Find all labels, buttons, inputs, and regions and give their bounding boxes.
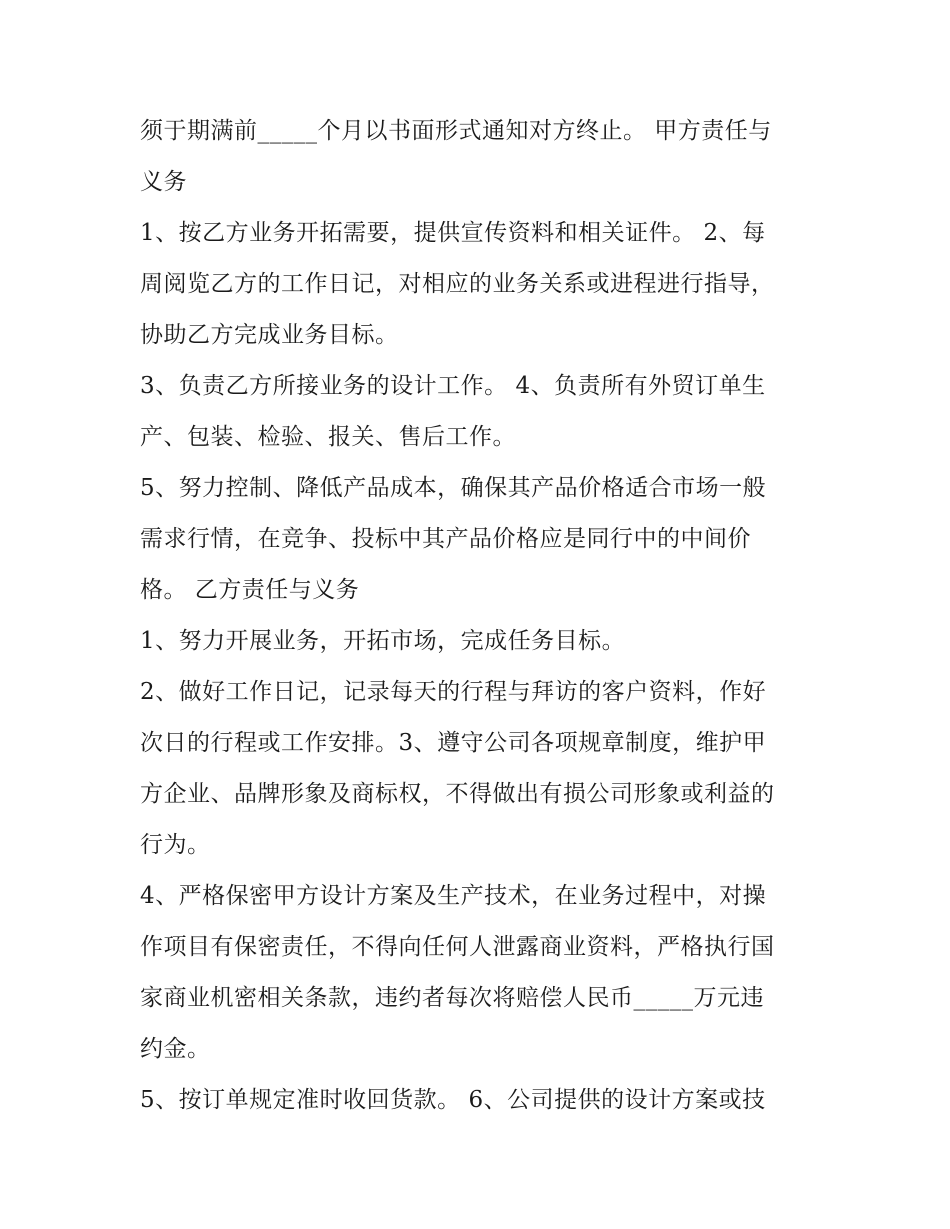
text-line: 家商业机密相关条款，违约者每次将赔偿人民币_____万元违	[140, 985, 764, 1011]
text-line: 次日的行程或工作安排。3、遵守公司各项规章制度，维护甲	[140, 730, 767, 756]
text-line: 作项目有保密责任，不得向任何人泄露商业资料，严格执行国	[140, 934, 775, 960]
text-line: 格。 乙方责任与义务	[140, 577, 360, 603]
text-line: 须于期满前_____个月以书面形式通知对方终止。 甲方责任与	[140, 118, 772, 144]
text-line: 1、按乙方业务开拓需要，提供宣传资料和相关证件。 2、每	[140, 220, 766, 246]
text-line: 义务	[140, 169, 187, 195]
text-line: 1、努力开展业务，开拓市场，完成任务目标。	[140, 628, 626, 654]
text-line: 5、努力控制、降低产品成本，确保其产品价格适合市场一般	[140, 475, 767, 501]
text-line: 需求行情，在竞争、投标中其产品价格应是同行中的中间价	[140, 526, 751, 552]
text-line: 4、严格保密甲方设计方案及生产技术，在业务过程中，对操	[140, 883, 767, 909]
text-line: 2、做好工作日记，记录每天的行程与拜访的客户资料，作好	[140, 679, 767, 705]
text-line: 约金。	[140, 1036, 211, 1062]
text-line: 协助乙方完成业务目标。	[140, 322, 399, 348]
text-line: 5、按订单规定准时收回货款。 6、公司提供的设计方案或技	[140, 1087, 766, 1113]
text-line: 产、包装、检验、报关、售后工作。	[140, 424, 516, 450]
text-line: 周阅览乙方的工作日记，对相应的业务关系或进程进行指导，	[140, 271, 775, 297]
text-line: 3、负责乙方所接业务的设计工作。 4、负责所有外贸订单生	[140, 373, 766, 399]
text-line: 行为。	[140, 832, 211, 858]
text-line: 方企业、品牌形象及商标权，不得做出有损公司形象或利益的	[140, 781, 775, 807]
document-body	[140, 106, 820, 1126]
